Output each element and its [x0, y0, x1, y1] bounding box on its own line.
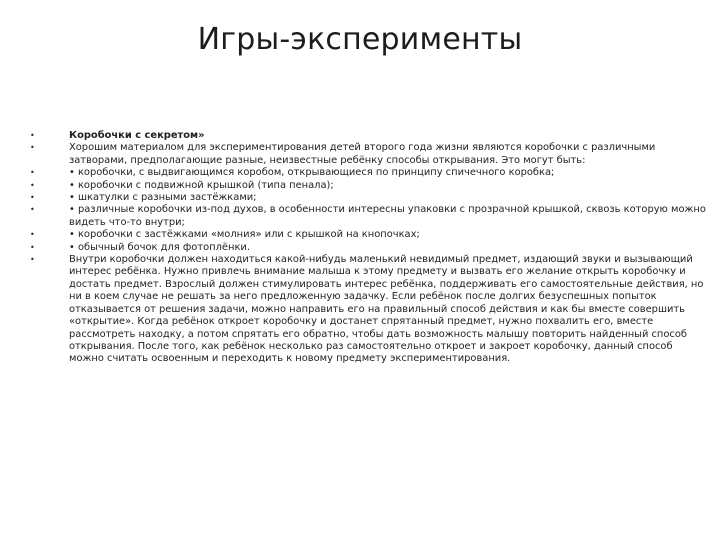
list-item-text: • различные коробочки из-под духов, в особенности интересны упаковки с прозрачной крышкой, сквозь которую можно видеть что-то внутри; — [69, 204, 706, 228]
slide-body-list — [30, 130, 710, 366]
list-item — [30, 192, 710, 204]
list-item — [30, 242, 710, 254]
section-heading: Коробочки с секретом» — [69, 130, 205, 141]
list-item-text: • обычный бочок для фотоплёнки. — [69, 241, 250, 253]
bullet-icon: • — [30, 205, 35, 215]
bullet-icon: • — [30, 193, 35, 203]
bullet-icon: • — [30, 131, 35, 140]
list-item-text: • коробочки с застёжками «молния» или с крышкой на кнопочках; — [69, 229, 420, 241]
list-item — [30, 142, 710, 167]
list-item-text: Внутри коробочки должен находиться какой-нибудь маленький невидимый предмет, издающий звуки и вызывающий интерес ребёнка. Нужно привлечь внимание малыша к этому предмету и вызвать его желание открыть коробочку и достать предмет. Взрослый должен стимулировать интерес ребёнка, поддерживать его самостоятельные действия, но ни в коем случае не решать за него предложенную задачку. Если ребёнок после долгих безуспешных попыток отказывается от решения задачи, можно направить его на правильный способ действия и как бы вместе совершить «открытие». Когда ребёнок откроет коробочку и достанет спрятанный предмет, нужно похвалить его, вместе рассмотреть находку, а потом спрятать его обратно, чтобы дать возможность малышу повторить найденный способ открывания. После того, как ребёнок несколько раз самостоятельно откроет и закроет коробочку, данный способ можно считать освоенным и переходить к новому предмету экспериментирования. — [69, 254, 704, 365]
bullet-icon: • — [30, 230, 35, 240]
bullet-icon: • — [30, 242, 35, 252]
list-item-text: • коробочки с подвижной крышкой (типа пенала); — [69, 179, 334, 191]
list-item — [30, 254, 710, 366]
bullet-icon: • — [30, 168, 35, 178]
list-item — [30, 167, 710, 179]
bullet-icon: • — [30, 180, 35, 190]
bullet-icon: • — [30, 143, 35, 153]
bullet-icon: • — [30, 255, 35, 265]
list-item-text: • коробочки, с выдвигающимся коробом, открывающиеся по принципу спичечного коробка; — [69, 167, 555, 179]
list-item — [30, 180, 710, 192]
list-item-text: • шкатулки с разными застёжками; — [69, 192, 257, 204]
list-item-text: Хорошим материалом для экспериментирования детей второго года жизни являются коробочки с различными затворами, предполагающие разные, неизвестные ребёнку способы открывания. Это могут быть: — [69, 142, 656, 166]
slide-title: Игры-эксперименты — [197, 22, 523, 57]
list-item — [30, 130, 710, 142]
list-item — [30, 204, 710, 229]
list-item — [30, 229, 710, 241]
